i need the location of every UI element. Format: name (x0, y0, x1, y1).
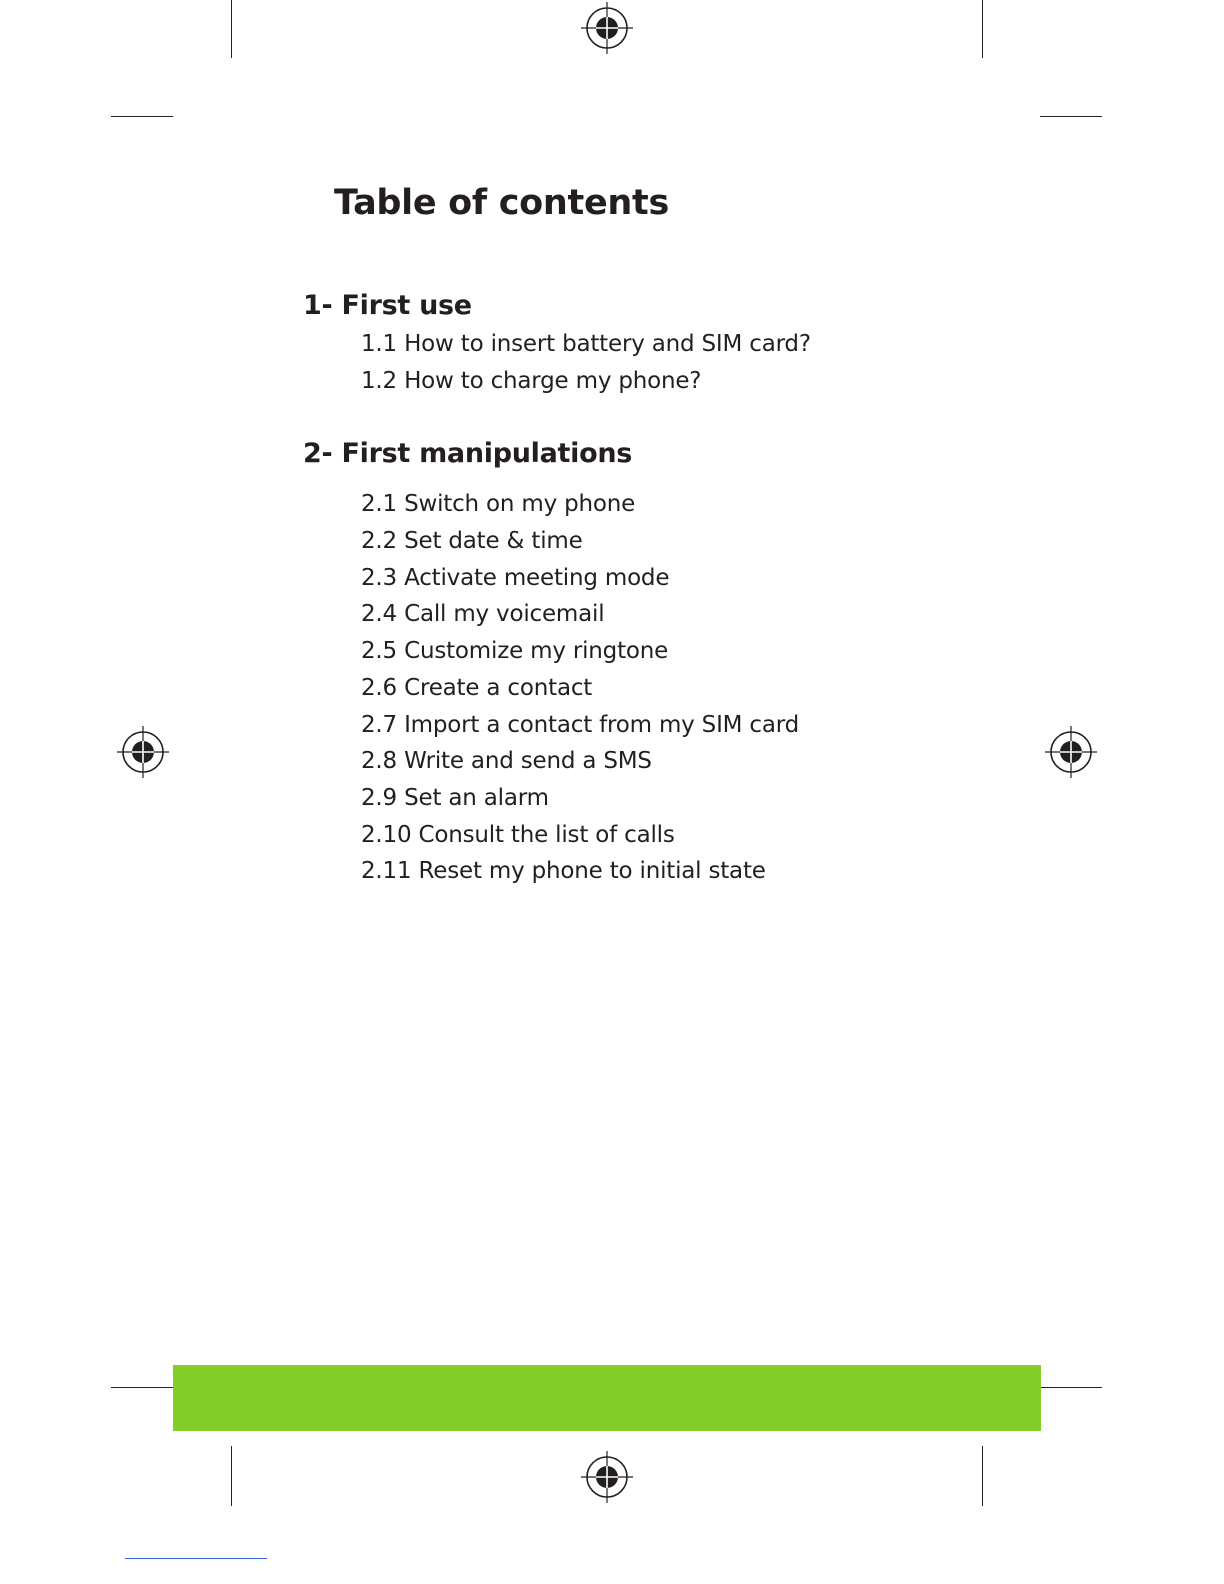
toc-item[interactable]: 2.9 Set an alarm (361, 784, 549, 811)
toc-item[interactable]: 2.7 Import a contact from my SIM card (361, 711, 800, 738)
toc-item[interactable]: 2.4 Call my voicemail (361, 601, 605, 628)
registration-mark-icon (117, 726, 169, 778)
toc-item[interactable]: 2.3 Activate meeting mode (361, 564, 670, 591)
crop-mark-top-left-vertical (231, 0, 232, 58)
table-of-contents (303, 180, 1003, 890)
toc-item[interactable]: 2.8 Write and send a SMS (361, 748, 652, 775)
toc-item[interactable]: 2.5 Customize my ringtone (361, 638, 669, 665)
crop-mark-bottom-left-horizontal (111, 1387, 173, 1388)
toc-item[interactable]: 2.10 Consult the list of calls (361, 821, 675, 848)
toc-section-first-manipulations (303, 436, 1003, 890)
crop-mark-bottom-left-vertical (231, 1446, 232, 1506)
registration-mark-bottom-svg (581, 1451, 633, 1503)
crop-mark-top-right-horizontal (1040, 116, 1102, 117)
registration-mark-icon (581, 1451, 633, 1503)
registration-mark-icon (581, 2, 633, 54)
crop-mark-top-right-vertical (982, 0, 983, 58)
toc-item[interactable]: 2.11 Reset my phone to initial state (361, 858, 766, 885)
crop-mark-top-left-horizontal (111, 116, 173, 117)
footer-color-band (173, 1365, 1041, 1431)
toc-item-list (303, 486, 1003, 890)
toc-item[interactable]: 2.6 Create a contact (361, 674, 593, 701)
link-underline (125, 1558, 267, 1559)
toc-item[interactable]: 2.1 Switch on my phone (361, 491, 636, 518)
crop-mark-bottom-right-horizontal (1040, 1387, 1102, 1388)
registration-mark-left-svg (117, 726, 169, 778)
registration-mark-right-svg (1045, 726, 1097, 778)
toc-item[interactable]: 1.2 How to charge my phone? (361, 367, 702, 394)
toc-item-list (303, 326, 1003, 399)
crop-mark-bottom-right-vertical (982, 1446, 983, 1506)
toc-section-first-use (303, 288, 1003, 399)
registration-mark-icon (1045, 726, 1097, 778)
section-heading: 1- First use (303, 290, 472, 321)
toc-item[interactable]: 1.1 How to insert battery and SIM card? (361, 331, 811, 357)
registration-mark-top-svg (581, 2, 633, 54)
section-heading: 2- First manipulations (303, 438, 633, 470)
toc-item[interactable]: 2.2 Set date & time (361, 528, 583, 555)
page-title: Table of contents (334, 183, 669, 223)
